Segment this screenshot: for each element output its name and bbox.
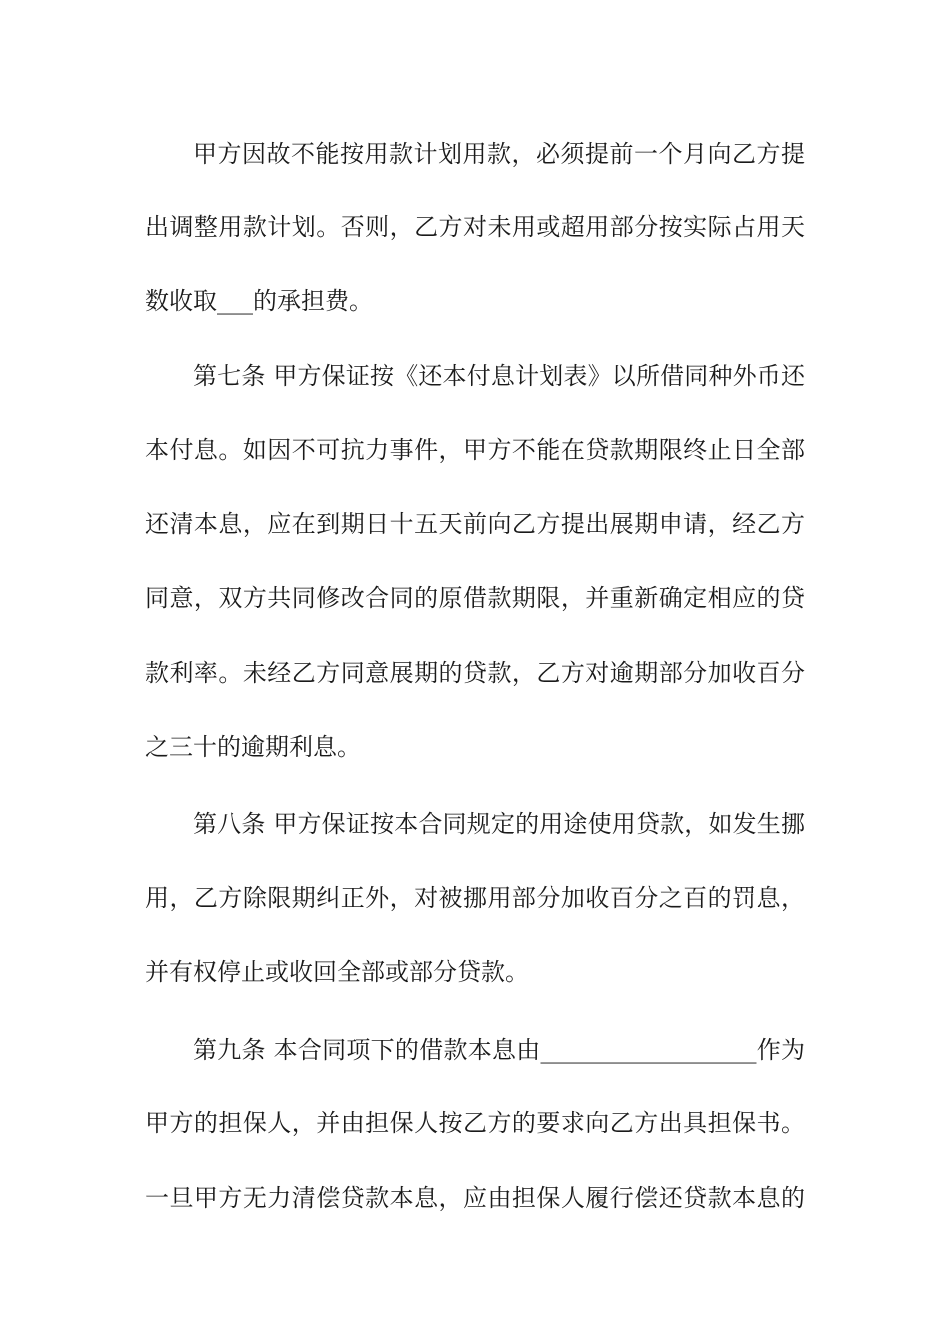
paragraph-line: 甲方因故不能按用款计划用款，必须提前一个月向乙方提: [193, 140, 805, 168]
paragraph-line: 数收取___的承担费。: [145, 287, 373, 315]
paragraph-line: 用，乙方除限期纠正外，对被挪用部分加收百分之百的罚息，: [145, 884, 805, 912]
paragraph-line: 甲方的担保人，并由担保人按乙方的要求向乙方出具担保书。: [145, 1109, 805, 1137]
article-7-heading-line: 第七条 甲方保证按《还本付息计划表》以所借同种外币还: [193, 362, 805, 390]
paragraph-line: 之三十的逾期利息。: [145, 733, 361, 761]
paragraph-line: 本付息。如因不可抗力事件，甲方不能在贷款期限终止日全部: [145, 436, 805, 464]
article-8-heading-line: 第八条 甲方保证按本合同规定的用途使用贷款，如发生挪: [193, 810, 805, 838]
paragraph-line: 款利率。未经乙方同意展期的贷款，乙方对逾期部分加收百分: [145, 659, 805, 687]
paragraph-line: 一旦甲方无力清偿贷款本息，应由担保人履行偿还贷款本息的: [145, 1184, 805, 1212]
paragraph-line: 并有权停止或收回全部或部分贷款。: [145, 958, 529, 986]
paragraph-line: 出调整用款计划。否则，乙方对未用或超用部分按实际占用天: [145, 213, 805, 241]
article-9-heading-line: 第九条 本合同项下的借款本息由__________________作为: [193, 1036, 805, 1064]
paragraph-line: 同意，双方共同修改合同的原借款期限，并重新确定相应的贷: [145, 584, 805, 612]
paragraph-line: 还清本息，应在到期日十五天前向乙方提出展期申请，经乙方: [145, 510, 805, 538]
